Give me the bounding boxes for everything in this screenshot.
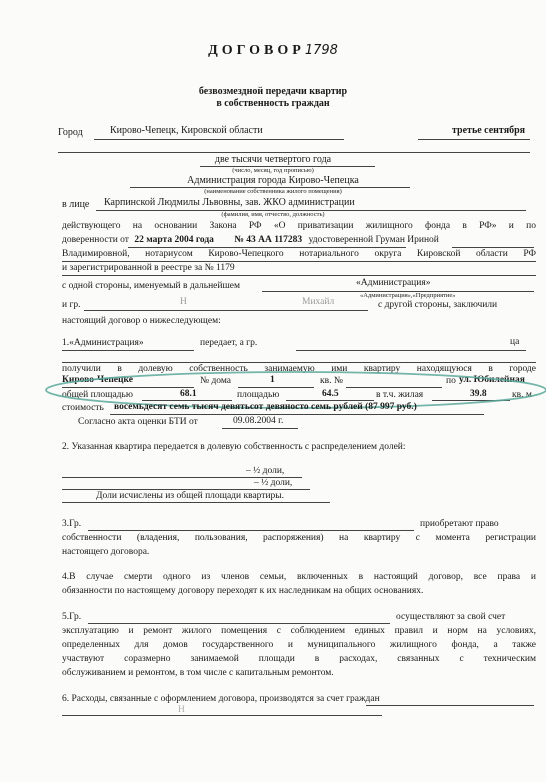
shares-note-underline [62, 502, 330, 503]
person-label: в лице [62, 199, 90, 210]
person-hint: (фамилия, имя, отчество, должность) [221, 211, 325, 218]
clause2-text: 2. Указанная квартира передается в долевую собственность с распределением долей: [62, 442, 406, 452]
clause6-underline-1 [366, 705, 534, 706]
clause4-line-1: 4.В случае смерти одного из членов семьи, включенных в настоящий договор, все права и [62, 572, 536, 582]
clause5-line-3: определенных для домов государственного и муниципального жилищного фонда, а также [62, 640, 536, 650]
subtitle-line-2: в собственность граждан [216, 98, 330, 109]
clause3-verb: приобретают право [420, 519, 499, 529]
total-area-value: 68.1 [180, 389, 197, 399]
clause6-blurred: Н [178, 705, 185, 715]
subtitle-line-1: безвозмездной передачи квартир [198, 86, 348, 97]
owner-organization: Администрация города Кирово-Чепецка [187, 175, 359, 186]
clause1-suffix: ца [510, 337, 520, 347]
house-label: № дома [200, 376, 232, 386]
shares-note: Доли исчислены из общей площади квартиры. [96, 491, 285, 501]
other-side-text: с другой стороны, заключили [378, 300, 498, 310]
area-value: 64.5 [322, 389, 339, 399]
one-side-text: с одной стороны, именуемый в дальнейшем [62, 281, 240, 291]
street-value: ул. Юбилейная [459, 375, 525, 385]
cost-label: стоимость [62, 403, 104, 413]
handwritten-contract-number: 1798 [304, 43, 338, 58]
date-hint: (число, месяц, год прописью) [232, 167, 314, 174]
area-label: площадью [237, 390, 280, 400]
day-value: третье сентября [452, 125, 526, 136]
city-value: Кирово-Чепецк, Кировской области [110, 125, 263, 136]
admin-designation: «Администрация» [356, 278, 431, 288]
bti-date: 09.08.2004 г. [233, 416, 284, 426]
blurred-name-1: Н [180, 297, 187, 307]
person-value: Карпинской Людмилы Львовны, зав. ЖКО администрации [104, 197, 355, 208]
owner-hint: (наименование собственника жилого помещения) [204, 188, 342, 195]
clause5-verb: осуществляют за свой счет [396, 612, 506, 622]
clause6-underline-2 [62, 715, 382, 716]
cost-underline [110, 414, 484, 415]
clause5-underline [88, 623, 390, 624]
share-2-underline [62, 489, 310, 490]
area-unit: кв. м [512, 390, 532, 400]
basis-line-2: доверенности от 22 марта 2004 года № 43 АА 117283 удостоверенной Груман Ириной [62, 235, 439, 245]
street-label: по [446, 376, 456, 386]
basis-line-3: Владимировной, нотариусом Кирово-Чепецкого нотариального округа Кировской области РФ [62, 249, 536, 259]
clause6-text: 6. Расходы, связанные с оформлением договора, производятся за счет граждан [62, 694, 380, 704]
admin-hint: «Администрация»,«Предприятие» [360, 292, 456, 299]
basis-line-4: и зарегистрированной в реестре за № 1179 [62, 263, 235, 273]
clause3-line-2: собственности (владения, пользования, распоряжения) на квартиру с момента регистрации [62, 533, 536, 543]
clause4-line-2: обязанности по настоящему договору переходят к их наследникам на общих основаниях. [62, 586, 424, 596]
blurred-name-2: Михайл [302, 297, 335, 307]
flat-label: кв. № [320, 376, 343, 386]
living-area-label: в т.ч. жилая [376, 390, 424, 400]
clause5-line-2: эксплуатацию и ремонт жилого помещения с соблюдением единых правил и норм на условиях, [62, 626, 536, 636]
bti-underline [222, 428, 298, 429]
basis-line-1: действующего на основании Закона РФ «О приватизации жилищного фонда в РФ» и по [62, 221, 536, 231]
share-2: – ½ доли, [254, 478, 293, 488]
clause5-line-5: обслуживанием и ремонтом, в том числе с капитальным ремонтом. [62, 668, 334, 678]
house-value: 1 [270, 375, 275, 385]
share-1: – ½ доли, [246, 466, 285, 476]
city-label: Город [58, 127, 83, 138]
clause5-prefix: 5.Гр. [62, 612, 82, 622]
clause1-city: Кирово-Чепецке [62, 375, 133, 385]
clause3-underline [88, 530, 414, 531]
clause1-transfer: передает, а гр. [200, 338, 258, 348]
clause1-line-2: получили в долевую собственность занимаемую ими квартиру находящуюся в городе [62, 364, 536, 374]
document-title: ДОГОВОР1798 [208, 43, 338, 58]
citizen-label: и гр. [62, 300, 81, 310]
cost-value: восемьдесят семь тысяч девятьсот девяносто семь рублей (87 997 руб.) [114, 402, 417, 412]
year-value: две тысячи четвертого года [214, 154, 332, 165]
power-of-attorney-date: 22 марта 2004 года [134, 235, 214, 245]
clause3-line-3: настоящего договора. [62, 547, 150, 557]
clause3-prefix: 3.Гр. [62, 519, 82, 529]
clause1-admin: 1.«Администрация» [62, 338, 144, 348]
agreement-text: настоящий договор о нижеследующем: [62, 316, 221, 326]
clause5-line-4: участвуют соразмерно занимаемой площади в расходах, связанных с техническим [62, 654, 536, 664]
total-area-label: общей площадью [62, 390, 133, 400]
bti-text: Согласно акта оценки БТИ от [78, 417, 198, 427]
living-area-value: 39.8 [470, 389, 487, 399]
power-of-attorney-number: № 43 АА 117283 [234, 235, 303, 245]
